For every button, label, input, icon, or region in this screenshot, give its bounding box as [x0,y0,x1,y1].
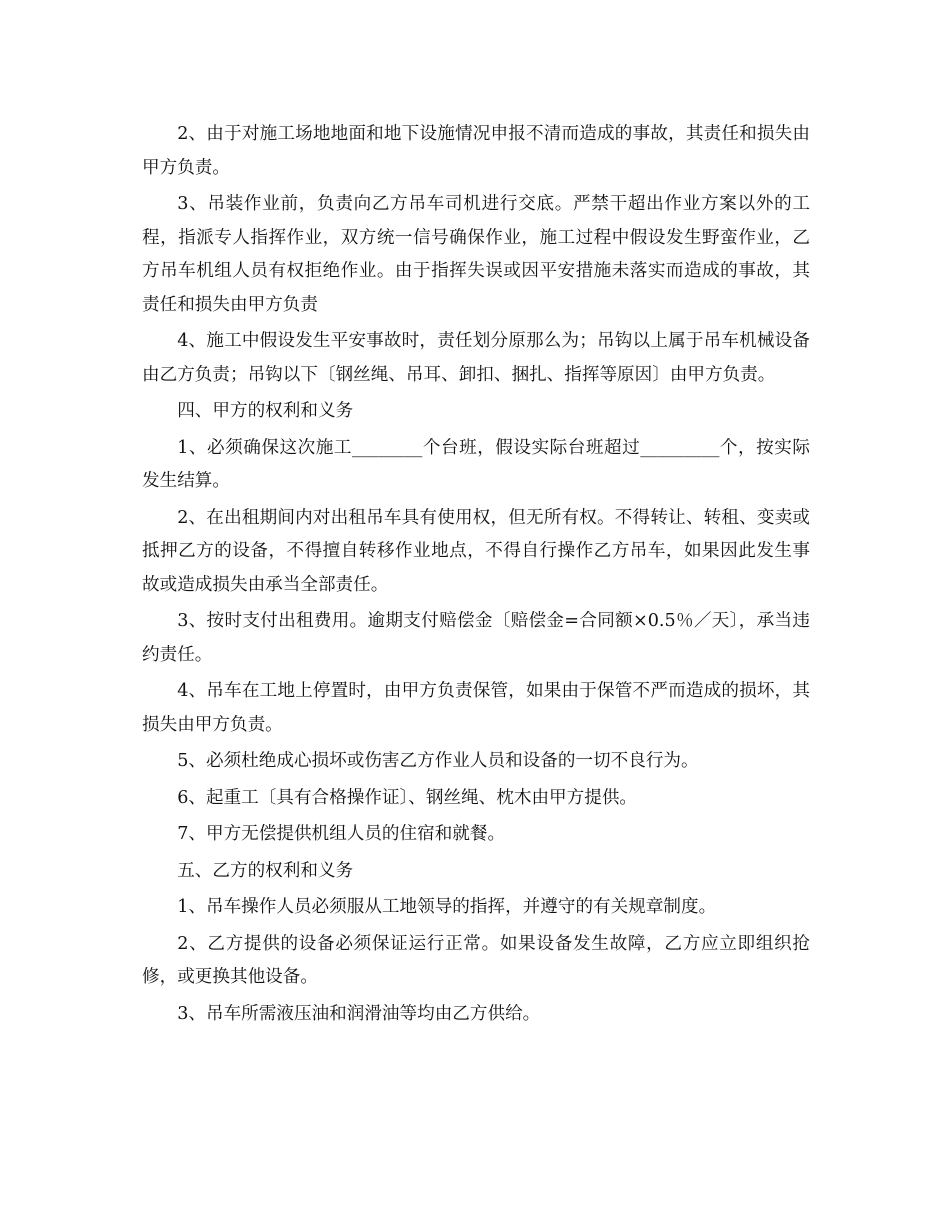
clause-3-3: 3、吊装作业前，负责向乙方吊车司机进行交底。严禁干超出作业方案以外的工程，指派专人指挥作业，双方统一信号确保作业，施工过程中假设发生野蛮作业，乙方吊车机组人员有权拒绝作业。由于指挥失误或因平安措施未落实而造成的事故，其责任和损失由甲方负责 [142,194,810,315]
section-heading-party-a: 四、甲方的权利和义务 [177,401,354,421]
clause-4-1: 1、必须确保这次施工________个台班，假设实际台班超过_________个，按实际发生结算。 [142,437,810,491]
clause-5-3: 3、吊车所需液压油和润滑油等均由乙方供给。 [177,1003,541,1024]
clause-4-2: 2、在出租期间内对出租吊车具有使用权，但无所有权。不得转让、转租、变卖或抵押乙方的设备，不得擅自转移作业地点，不得自行操作乙方吊车，如果因此发生事故或造成损失由承当全部责任。 [142,507,810,595]
clause-5-2: 2、乙方提供的设备必须保证运行正常。如果设备发生故障，乙方应立即组织抢修，或更换其他设备。 [142,933,810,987]
clause-4-4: 4、吊车在工地上停置时，由甲方负责保管，如果由于保管不严而造成的损坏，其损失由甲方负责。 [142,681,810,735]
clause-4-7: 7、甲方无偿提供机组人员的住宿和就餐。 [177,824,506,844]
clause-4-5: 5、必须杜绝成心损坏或伤害乙方作业人员和设备的一切不良行为。 [177,751,699,771]
clause-4-3: 3、按时支付出租费用。逾期支付赔偿金〔赔偿金=合同额×0.5％／天〕，承当违约责任。 [142,611,810,665]
clause-4-6: 6、起重工〔具有合格操作证〕、钢丝绳、枕木由甲方提供。 [177,787,638,808]
clause-3-2: 2、由于对施工场地地面和地下设施情况申报不清而造成的事故，其责任和损失由甲方负责。 [142,124,810,178]
clause-5-1: 1、吊车操作人员必须服从工地领导的指挥，并遵守的有关规章制度。 [177,897,717,917]
clause-3-4: 4、施工中假设发生平安事故时，责任划分原那么为；吊钩以上属于吊车机械设备由乙方负责；吊钩以下〔钢丝绳、吊耳、卸扣、捆扎、指挥等原因〕由甲方负责。 [142,331,810,385]
section-heading-party-b: 五、乙方的权利和义务 [177,860,354,881]
document-body [142,118,810,1034]
